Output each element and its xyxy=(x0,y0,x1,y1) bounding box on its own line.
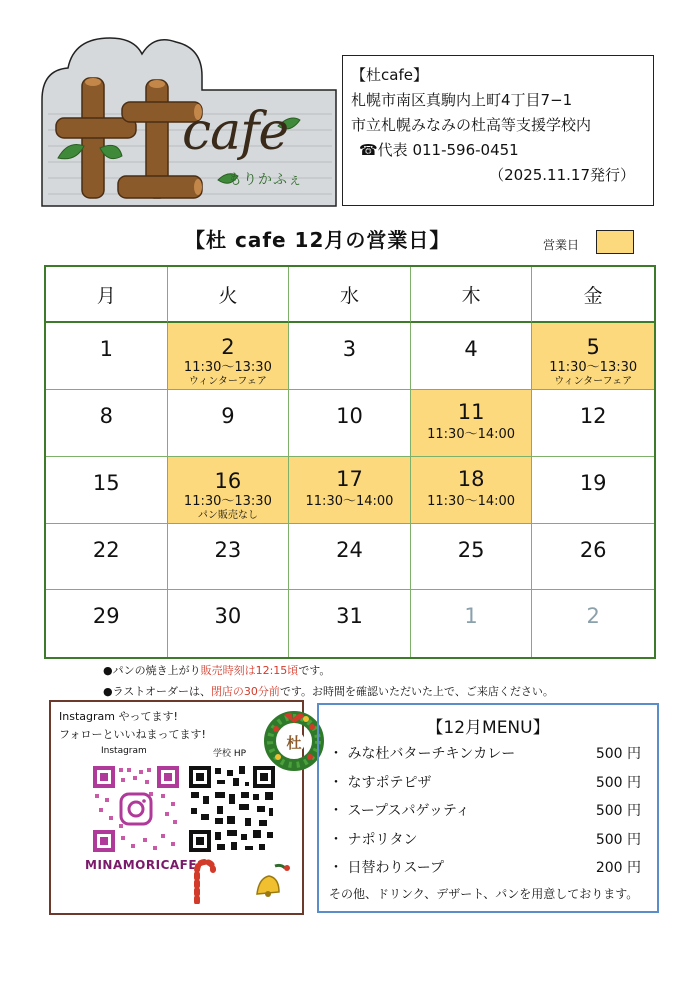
instagram-line-2: フォローといいねまってます! xyxy=(59,728,206,741)
calendar-day xyxy=(532,590,654,657)
day-number: 3 xyxy=(342,337,357,361)
calendar-day xyxy=(289,524,411,591)
calendar-day xyxy=(289,323,411,390)
calendar-day xyxy=(289,590,411,657)
legend-label: 営業日 xyxy=(543,238,580,252)
shop-address: 札幌市南区真駒内上町4丁目7−1 xyxy=(351,91,573,109)
menu-item-name: ・ なすポテピザ xyxy=(329,774,432,791)
bread-note-text: ●パンの焼き上がり xyxy=(103,664,201,677)
menu-item-name: ・ スープスパゲッティ xyxy=(329,803,470,819)
calendar-day xyxy=(411,590,533,657)
legend-swatch xyxy=(596,230,634,254)
day-number: 25 xyxy=(457,537,485,562)
calendar-day xyxy=(411,323,533,390)
calendar-day-open xyxy=(168,323,290,390)
day-number: 26 xyxy=(579,537,607,562)
calendar-day xyxy=(46,390,168,457)
day-number: 24 xyxy=(336,537,363,562)
day-number: 5 xyxy=(586,335,600,359)
day-number: 2 xyxy=(586,604,600,629)
day-number: 2 xyxy=(221,335,235,359)
day-number: 1 xyxy=(99,337,113,361)
bread-note-highlight: 販売時刻は12:15頃 xyxy=(200,664,299,677)
calendar-day xyxy=(46,590,168,657)
weekday-header: 月 xyxy=(46,267,168,323)
weekday-header: 金 xyxy=(532,267,654,323)
menu-item-name: ・ 日替わりスープ xyxy=(329,860,445,876)
weekday-header: 火 xyxy=(168,267,290,323)
calendar-day xyxy=(411,524,533,591)
shop-location: 市立札幌みなみの杜高等支援学校内 xyxy=(351,116,592,134)
lastorder-note-text: ●ラストオーダーは、 xyxy=(103,685,211,698)
day-number: 19 xyxy=(579,470,607,495)
calendar-day xyxy=(168,524,290,591)
weekday-header: 木 xyxy=(411,267,533,323)
day-number: 31 xyxy=(336,604,363,629)
instagram-line-1: Instagram やってます! xyxy=(59,710,178,723)
menu-item-name: ・ みな杜バターチキンカレー xyxy=(329,746,516,762)
day-number: 10 xyxy=(336,404,363,428)
menu-item-price: 200 円 xyxy=(595,860,641,876)
menu-item-price: 500 円 xyxy=(595,746,641,762)
lastorder-note xyxy=(103,683,554,699)
menu-item-price: 500 円 xyxy=(595,774,641,791)
day-number: 12 xyxy=(579,404,607,428)
business-hours: 11:30〜14:00 xyxy=(305,493,394,509)
shop-phone: ☎代表 011-596-0451 xyxy=(359,141,519,159)
business-hours: 11:30〜13:30 xyxy=(183,493,272,509)
bread-note xyxy=(103,662,330,678)
calendar-day xyxy=(532,390,654,457)
calendar-day xyxy=(46,323,168,390)
business-hours: 11:30〜14:00 xyxy=(427,493,516,509)
calendar-day-open xyxy=(411,390,533,457)
day-number: 18 xyxy=(457,466,485,491)
day-number: 1 xyxy=(464,604,478,629)
instagram-qr-label: Instagram xyxy=(101,746,147,756)
calendar-day-open xyxy=(168,457,290,524)
page-title: 【杜 cafe 12月の営業日】 xyxy=(185,228,451,252)
weekday-header: 水 xyxy=(289,267,411,323)
day-number: 11 xyxy=(457,400,485,424)
lastorder-note-highlight: 閉店の30分前 xyxy=(210,685,280,698)
day-number: 30 xyxy=(214,604,242,629)
bread-note-end: です。 xyxy=(298,664,331,677)
day-number: 9 xyxy=(221,404,235,428)
day-number: 22 xyxy=(92,537,120,562)
calendar-day xyxy=(46,457,168,524)
menu-item-name: ・ ナポリタン xyxy=(329,831,418,848)
business-hours: 11:30〜13:30 xyxy=(183,360,272,375)
menu-item-price: 500 円 xyxy=(595,803,641,819)
day-number: 4 xyxy=(464,337,478,361)
day-event-note: ウィンターフェア xyxy=(188,376,267,387)
day-number: 23 xyxy=(214,537,242,562)
day-number: 8 xyxy=(99,404,113,428)
instagram-qr-code[interactable] xyxy=(91,764,181,854)
logo-subtitle: もりかふぇ xyxy=(228,172,303,188)
wreath-kanji: 杜 xyxy=(286,734,302,752)
calendar-day xyxy=(168,590,290,657)
issue-date: （2025.11.17発行） xyxy=(489,166,635,184)
logo-word: cafe xyxy=(182,102,289,162)
day-event-note: ウィンターフェア xyxy=(554,376,633,387)
candy-cane-icon xyxy=(191,858,217,908)
business-hours: 11:30〜13:30 xyxy=(549,360,638,375)
calendar-day xyxy=(46,524,168,591)
day-number: 16 xyxy=(214,468,242,493)
bell-icon xyxy=(251,862,297,904)
shop-info-box xyxy=(342,55,654,206)
calendar-day xyxy=(532,457,654,524)
calendar-day xyxy=(289,390,411,457)
menu-item-price: 500 円 xyxy=(595,831,641,848)
menu-footer: その他、ドリンク、デザート、パンを用意しております。 xyxy=(329,887,639,901)
calendar-day xyxy=(532,524,654,591)
school-hp-qr-code[interactable] xyxy=(187,764,277,854)
school-qr-label: 学校 HP xyxy=(213,749,247,759)
menu-title: 【12月MENU】 xyxy=(426,718,550,738)
calendar-day-open xyxy=(532,323,654,390)
instagram-account: MINAMORICAFE xyxy=(85,858,198,872)
day-number: 29 xyxy=(92,604,120,629)
calendar-day-open xyxy=(289,457,411,524)
menu-box xyxy=(317,703,659,913)
business-hours: 11:30〜14:00 xyxy=(427,427,516,442)
lastorder-note-end: です。お時間を確認いただいた上で、ご来店ください。 xyxy=(279,685,554,698)
shop-name: 【杜cafe】 xyxy=(351,66,428,84)
calendar-day-open xyxy=(411,457,533,524)
day-event-note: パン販売なし xyxy=(197,509,258,521)
business-calendar xyxy=(44,265,656,659)
day-number: 15 xyxy=(92,470,120,495)
day-number: 17 xyxy=(336,466,363,491)
calendar-day xyxy=(168,390,290,457)
